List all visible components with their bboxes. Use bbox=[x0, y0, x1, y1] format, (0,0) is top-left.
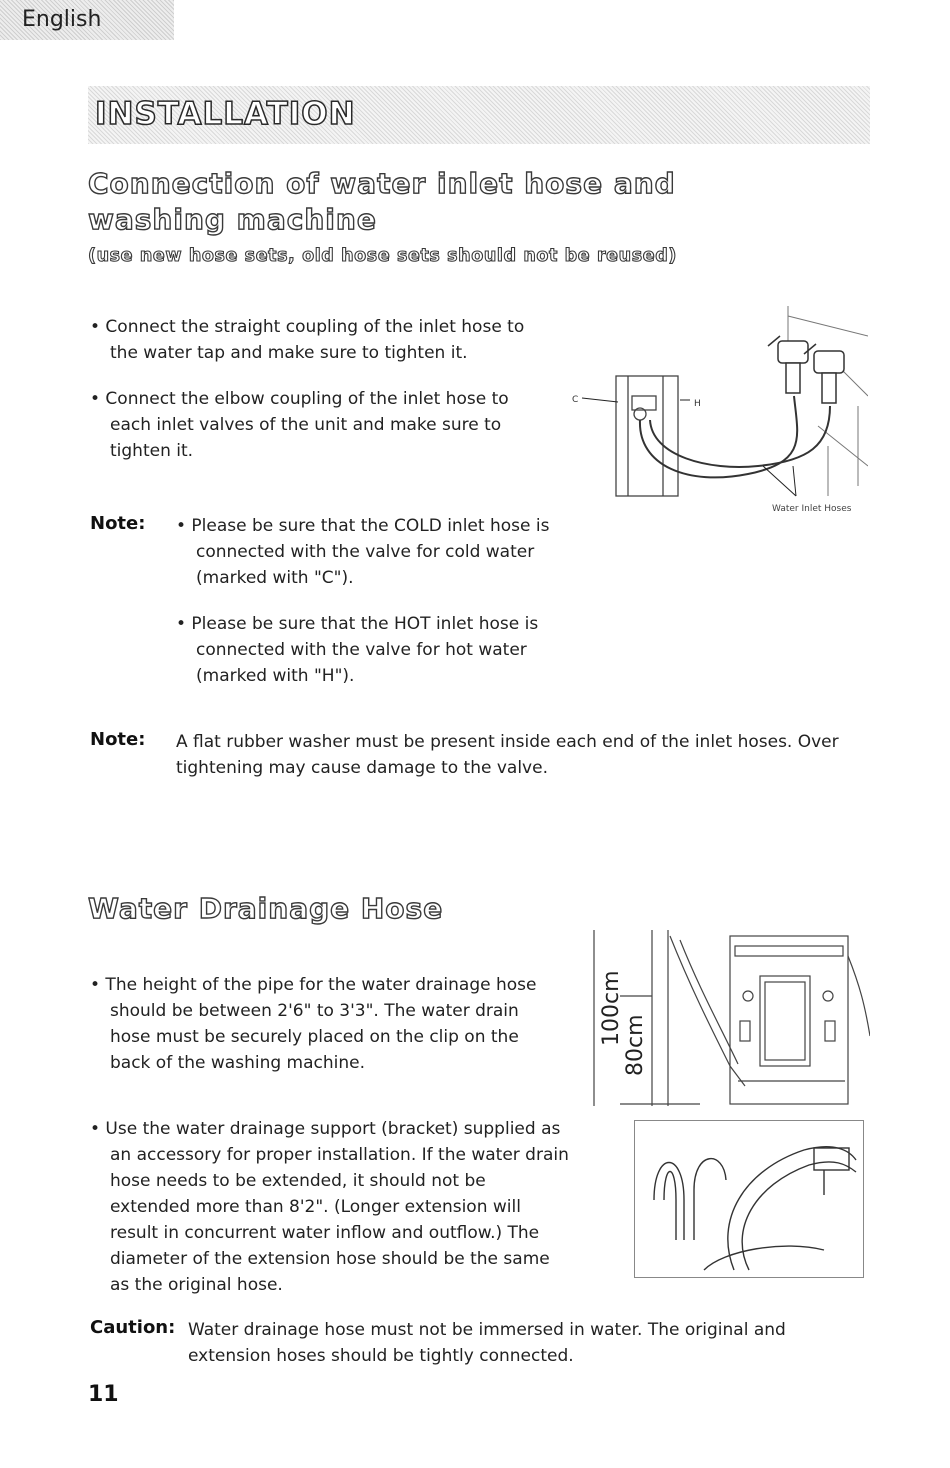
note1-list bbox=[176, 513, 576, 689]
drainage-heading: Water Drainage Hose bbox=[88, 892, 444, 925]
inlet-subheading: (use new hose sets, old hose sets should not be reused) bbox=[88, 246, 677, 266]
drainage-bullet-1: • The height of the pipe for the water drainage hose should be between 2'6" to 3'3". The water drain hose must be securely placed on the clip on the back of the washing machine. bbox=[90, 975, 537, 1073]
note2-label: Note: bbox=[90, 729, 146, 750]
note2-text: A flat rubber washer must be present inside each end of the inlet hoses. Over tightening may cause damage to the valve. bbox=[176, 732, 839, 778]
inlet-figure-caption: Water Inlet Hoses bbox=[772, 504, 852, 514]
note1-label: Note: bbox=[90, 513, 146, 534]
language-tab bbox=[0, 0, 174, 40]
section-title: INSTALLATION bbox=[95, 96, 356, 132]
note1-item-2: • Please be sure that the HOT inlet hose is connected with the valve for hot water (marked with "H"). bbox=[176, 614, 539, 686]
drainage-height-figure bbox=[560, 926, 870, 1108]
drainage-bullet-2: • Use the water drainage support (bracket) supplied as an accessory for proper installation. If the water drain hose needs to be extended, it should not be extended more than 8'2". (Longer extension will result in concurrent water inflow and outflow.) The diameter of the extension hose should be the same as the original hose. bbox=[90, 1119, 569, 1295]
cold-label: C bbox=[572, 395, 579, 405]
page-number: 11 bbox=[88, 1382, 119, 1407]
drainage-bullet-list bbox=[90, 972, 560, 1076]
language-label: English bbox=[22, 7, 102, 32]
inlet-bullet-1: • Connect the straight coupling of the inlet hose to the water tap and make sure to tighten it. bbox=[90, 317, 525, 363]
inlet-hose-figure bbox=[568, 296, 868, 516]
note1-item-1: • Please be sure that the COLD inlet hose is connected with the valve for cold water (marked with "C"). bbox=[176, 516, 550, 588]
drainage-bracket-figure bbox=[634, 1120, 864, 1278]
caution-label: Caution: bbox=[90, 1317, 176, 1338]
caution-text: Water drainage hose must not be immersed in water. The original and extension hoses should be tightly connected. bbox=[188, 1320, 786, 1366]
height-min-label: 80cm bbox=[623, 1014, 648, 1076]
hot-label: H bbox=[694, 399, 701, 409]
inlet-heading: Connection of water inlet hose and washing machine bbox=[88, 167, 676, 236]
inlet-bullet-2: • Connect the elbow coupling of the inlet hose to each inlet valves of the unit and make sure to tighten it. bbox=[90, 389, 509, 461]
inlet-bullet-list bbox=[90, 314, 540, 464]
height-max-label: 100cm bbox=[599, 970, 624, 1046]
